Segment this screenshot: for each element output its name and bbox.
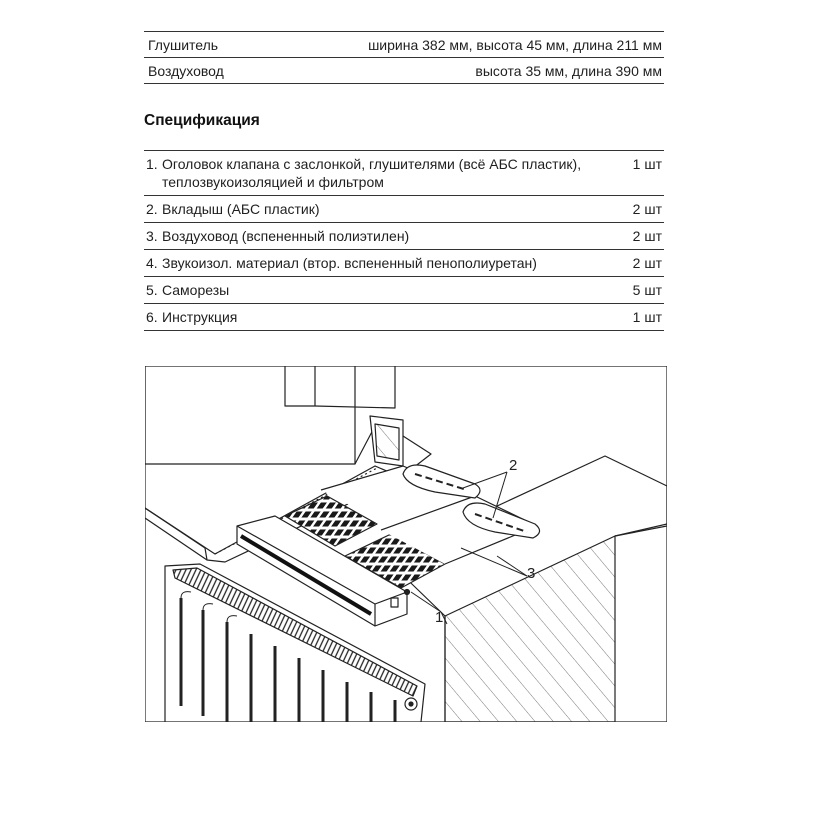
spec-qty: 2 шт [632, 201, 662, 217]
spec-name: Саморезы [162, 282, 230, 298]
installation-drawing [145, 366, 667, 722]
spec-qty: 2 шт [632, 255, 662, 271]
spec-row [144, 196, 664, 223]
spec-row [144, 151, 664, 196]
spec-name: Оголовок клапана с заслонкой, глушителями (всё АБС пластик), теплозвукоизоляцией и фильтром [162, 156, 582, 190]
spec-qty: 2 шт [632, 228, 662, 244]
spec-num: 4. [146, 255, 158, 271]
spec-row [144, 223, 664, 250]
spec-row [144, 304, 664, 331]
spec-row [144, 250, 664, 277]
callout-1: 1 [435, 609, 444, 626]
valve-knob [391, 598, 398, 607]
callout-2: 2 [509, 457, 518, 474]
spec-num: 3. [146, 228, 158, 244]
dimension-label: Глушитель [148, 36, 219, 53]
spec-name: Воздуховод (вспененный полиэтилен) [162, 228, 410, 244]
spec-name: Звукоизол. материал (втор. вспененный пенополиуретан) [162, 255, 537, 271]
spec-table [144, 150, 664, 331]
callout-3: 3 [527, 565, 536, 582]
dimensions-row [144, 58, 664, 84]
dimension-label: Воздуховод [148, 62, 224, 79]
dimension-value: ширина 382 мм, высота 45 мм, длина 211 мм [368, 36, 662, 53]
spec-row [144, 277, 664, 304]
spec-num: 5. [146, 282, 158, 298]
spec-qty: 1 шт [632, 156, 662, 172]
spec-num: 1. [146, 156, 158, 172]
spec-name: Инструкция [162, 309, 238, 325]
spec-num: 2. [146, 201, 158, 217]
spec-qty: 1 шт [632, 309, 662, 325]
dimension-value: высота 35 мм, длина 390 мм [475, 62, 662, 79]
spec-title: Спецификация [144, 112, 260, 129]
spec-qty: 5 шт [632, 282, 662, 298]
dimensions-row [144, 32, 664, 58]
dimensions-table [144, 31, 664, 84]
spec-num: 6. [146, 309, 158, 325]
spec-name: Вкладыш (АБС пластик) [162, 201, 320, 217]
